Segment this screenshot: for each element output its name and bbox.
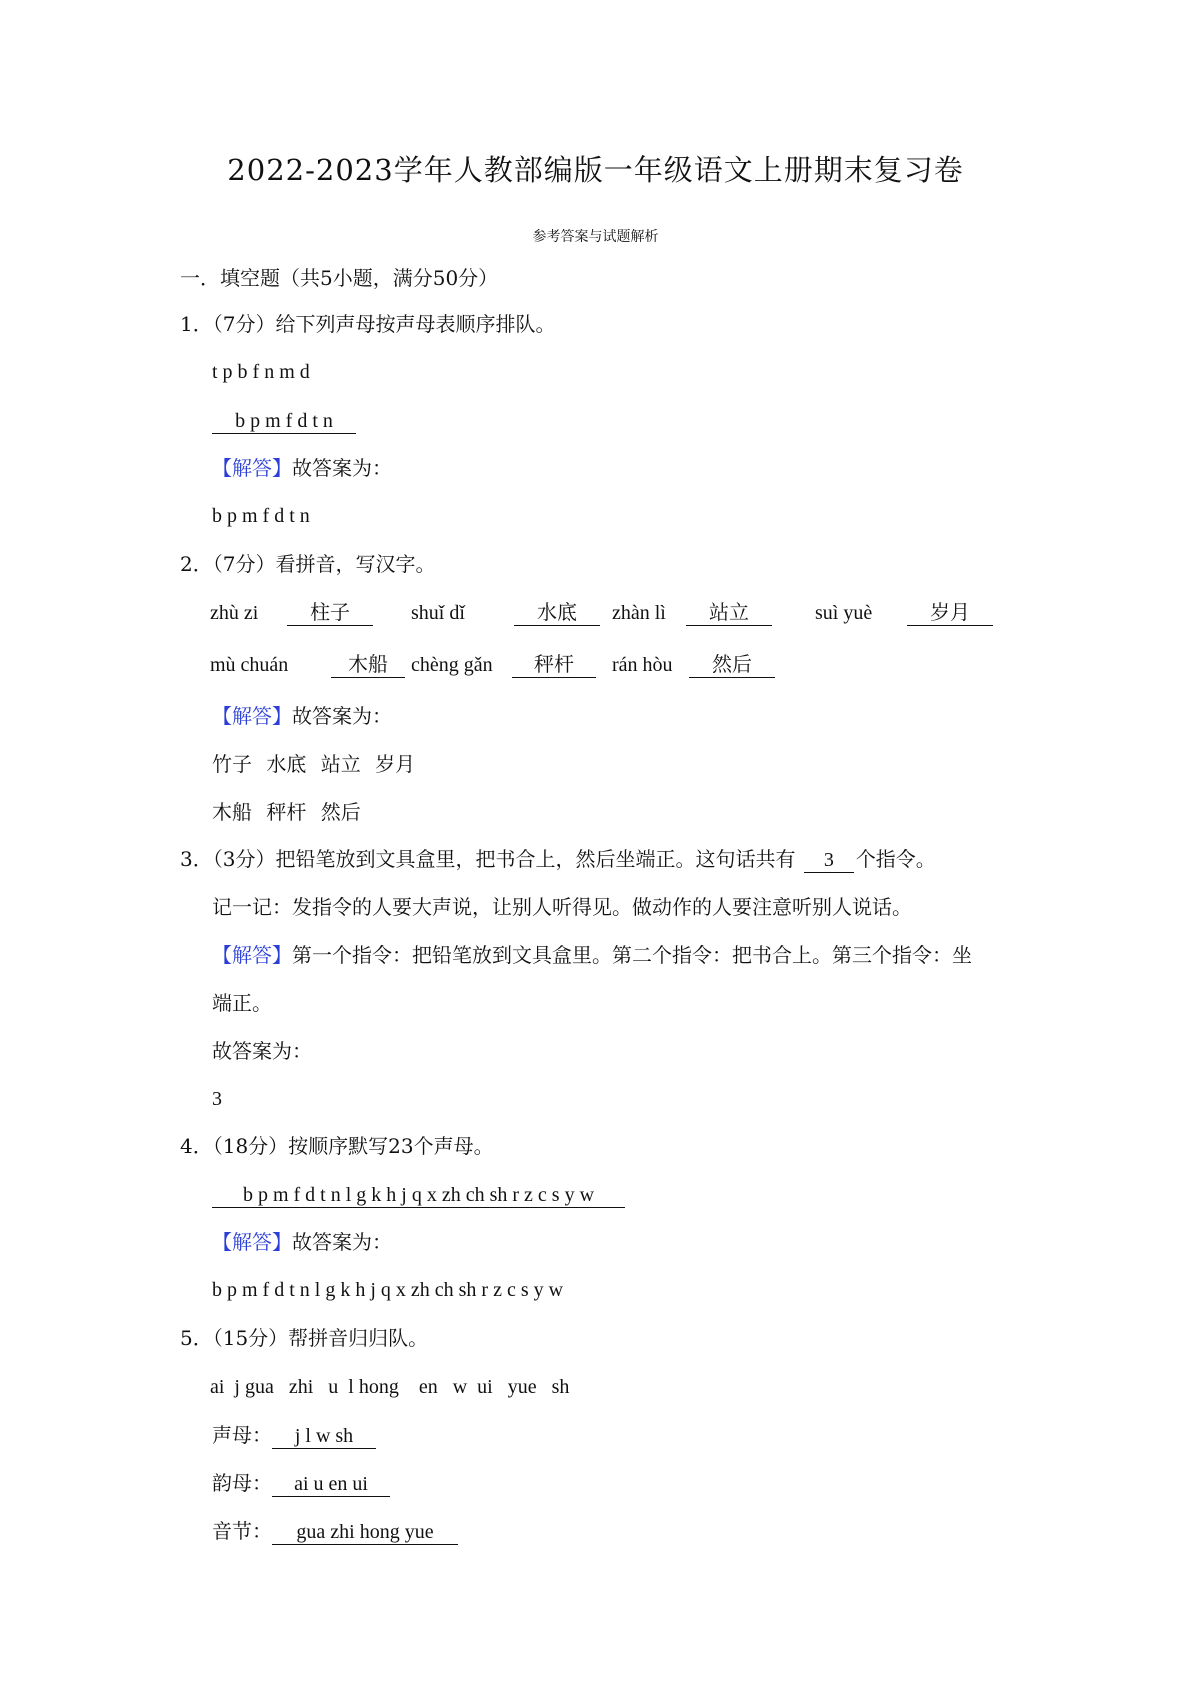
answer-tag: 【解答】 — [212, 1230, 292, 1254]
q2-pinyin-1: zhù zi — [210, 602, 259, 624]
q2-answer-1: 柱子 — [287, 601, 373, 626]
q2-explain-text: 故答案为： — [292, 704, 392, 728]
q3-note: 记一记：发指令的人要大声说，让别人听得见。做动作的人要注意听别人说话。 — [212, 895, 912, 919]
q3-explain-b: 端正。 — [212, 991, 272, 1015]
q4-answer-line — [212, 1181, 625, 1208]
q4-final: b p m f d t n l g k h j q x zh ch sh r z c s y w — [212, 1279, 564, 1301]
q3-stem — [180, 846, 936, 873]
q4-explain-text: 故答案为： — [292, 1230, 392, 1254]
q2-answer-5: 木船 — [331, 653, 405, 678]
section-heading: 一．填空题（共5小题，满分50分） — [180, 266, 499, 290]
q3-final: 3 — [212, 1088, 222, 1110]
q2-pinyin-4: suì yuè — [815, 602, 873, 624]
q1-answer-line — [212, 407, 356, 434]
q5-given: ai j gua zhi u l hong en w ui yue sh — [210, 1376, 570, 1398]
q3-stem-a: 3．（3分）把铅笔放到文具盒里，把书合上，然后坐端正。这句话共有 — [180, 847, 796, 871]
q4-stem: 4．（18分）按顺序默写23个声母。 — [180, 1134, 494, 1158]
q5-stem: 5．（15分）帮拼音归归队。 — [180, 1326, 429, 1350]
q1-explain — [212, 455, 392, 481]
q2-pinyin-2: shuǐ dǐ — [411, 602, 465, 624]
q2-answer-4: 岁月 — [907, 601, 993, 626]
q3-answer: 3 — [804, 848, 854, 873]
q3-explain-c: 故答案为： — [212, 1039, 312, 1063]
q5-label-syllables: 音节： — [212, 1519, 272, 1543]
q2-stem: 2．（7分）看拼音，写汉字。 — [180, 552, 436, 576]
q2-final-1: 竹子 水底 站立 岁月 — [212, 752, 416, 776]
q2-pinyin-3: zhàn lì — [612, 602, 666, 624]
q1-explain-text: 故答案为： — [292, 456, 392, 480]
q1-given: t p b f n m d — [212, 361, 310, 383]
answer-tag: 【解答】 — [212, 943, 292, 967]
q5-row-syllables — [212, 1518, 458, 1545]
answer-tag: 【解答】 — [212, 456, 292, 480]
q3-stem-b: 个指令。 — [855, 847, 936, 871]
q2-pinyin-5: mù chuán — [210, 654, 289, 676]
q3-explain-text-a: 第一个指令：把铅笔放到文具盒里。第二个指令：把书合上。第三个指令：坐 — [292, 943, 972, 967]
q2-answer-2: 水底 — [514, 601, 600, 626]
q1-answer: b p m f d t n — [212, 409, 356, 434]
q5-answer-syllables: gua zhi hong yue — [272, 1520, 458, 1545]
q5-answer-vowels: ai u en ui — [272, 1472, 390, 1497]
q2-pinyin-7: rán hòu — [612, 654, 673, 676]
q5-row-consonants — [212, 1422, 376, 1449]
q2-final-2: 木船 秤杆 然后 — [212, 800, 361, 824]
page-title: 2022-2023学年人教部编版一年级语文上册期末复习卷 — [227, 153, 964, 187]
q2-answer-7: 然后 — [689, 653, 775, 678]
q2-answer-6: 秤杆 — [512, 653, 596, 678]
q1-final: b p m f d t n — [212, 505, 310, 527]
q2-answer-3: 站立 — [686, 601, 772, 626]
q5-label-vowels: 韵母： — [212, 1471, 272, 1495]
q4-explain — [212, 1229, 392, 1255]
q3-explain — [212, 942, 972, 968]
page-subtitle: 参考答案与试题解析 — [532, 229, 659, 245]
q4-answer: b p m f d t n l g k h j q x zh ch sh r z c s y w — [212, 1183, 625, 1208]
q5-answer-consonants: j l w sh — [272, 1424, 376, 1449]
q1-stem: 1．（7分）给下列声母按声母表顺序排队。 — [180, 312, 556, 336]
q2-pinyin-6: chèng gǎn — [411, 654, 493, 676]
q5-label-consonants: 声母： — [212, 1423, 272, 1447]
q5-row-vowels — [212, 1470, 390, 1497]
answer-tag: 【解答】 — [212, 704, 292, 728]
q2-explain — [212, 703, 392, 729]
